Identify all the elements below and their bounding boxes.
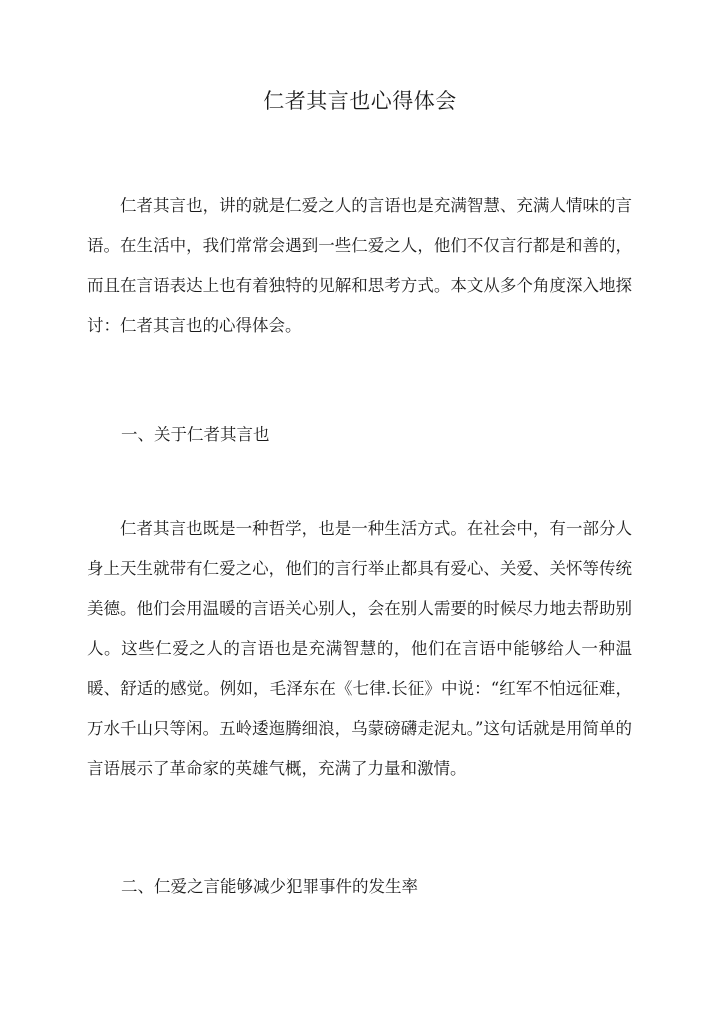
document-title: 仁者其言也心得体会 <box>263 89 457 113</box>
section-heading-1: 一、关于仁者其言也 <box>121 425 270 444</box>
intro-paragraph: 仁者其言也，讲的就是仁爱之人的言语也是充满智慧、充满人情味的言语。在生活中，我们常常会遇到一些仁爱之人，他们不仅言行都是和善的，而且在言语表达上也有着独特的见解和思考方式。本文从多个角度深入地探讨：仁者其言也的心得体会。 <box>87 196 632 335</box>
section-1-paragraph: 仁者其言也既是一种哲学，也是一种生活方式。在社会中，有一部分人身上天生就带有仁爱之心，他们的言行举止都具有爱心、关爱、关怀等传统美德。他们会用温暖的言语关心别人，会在别人需要的时候尽力地去帮助别人。这些仁爱之人的言语也是充满智慧的，他们在言语中能够给人一种温暖、舒适的感觉。例如，毛泽东在《七律.长征》中说：“红军不怕远征难，万水千山只等闲。五岭逶迤腾细浪，乌蒙磅礴走泥丸。”这句话就是用简单的言语展示了革命家的英雄气概，充满了力量和激情。 <box>87 519 632 778</box>
section-heading-2: 二、仁爱之言能够减少犯罪事件的发生率 <box>121 877 418 896</box>
